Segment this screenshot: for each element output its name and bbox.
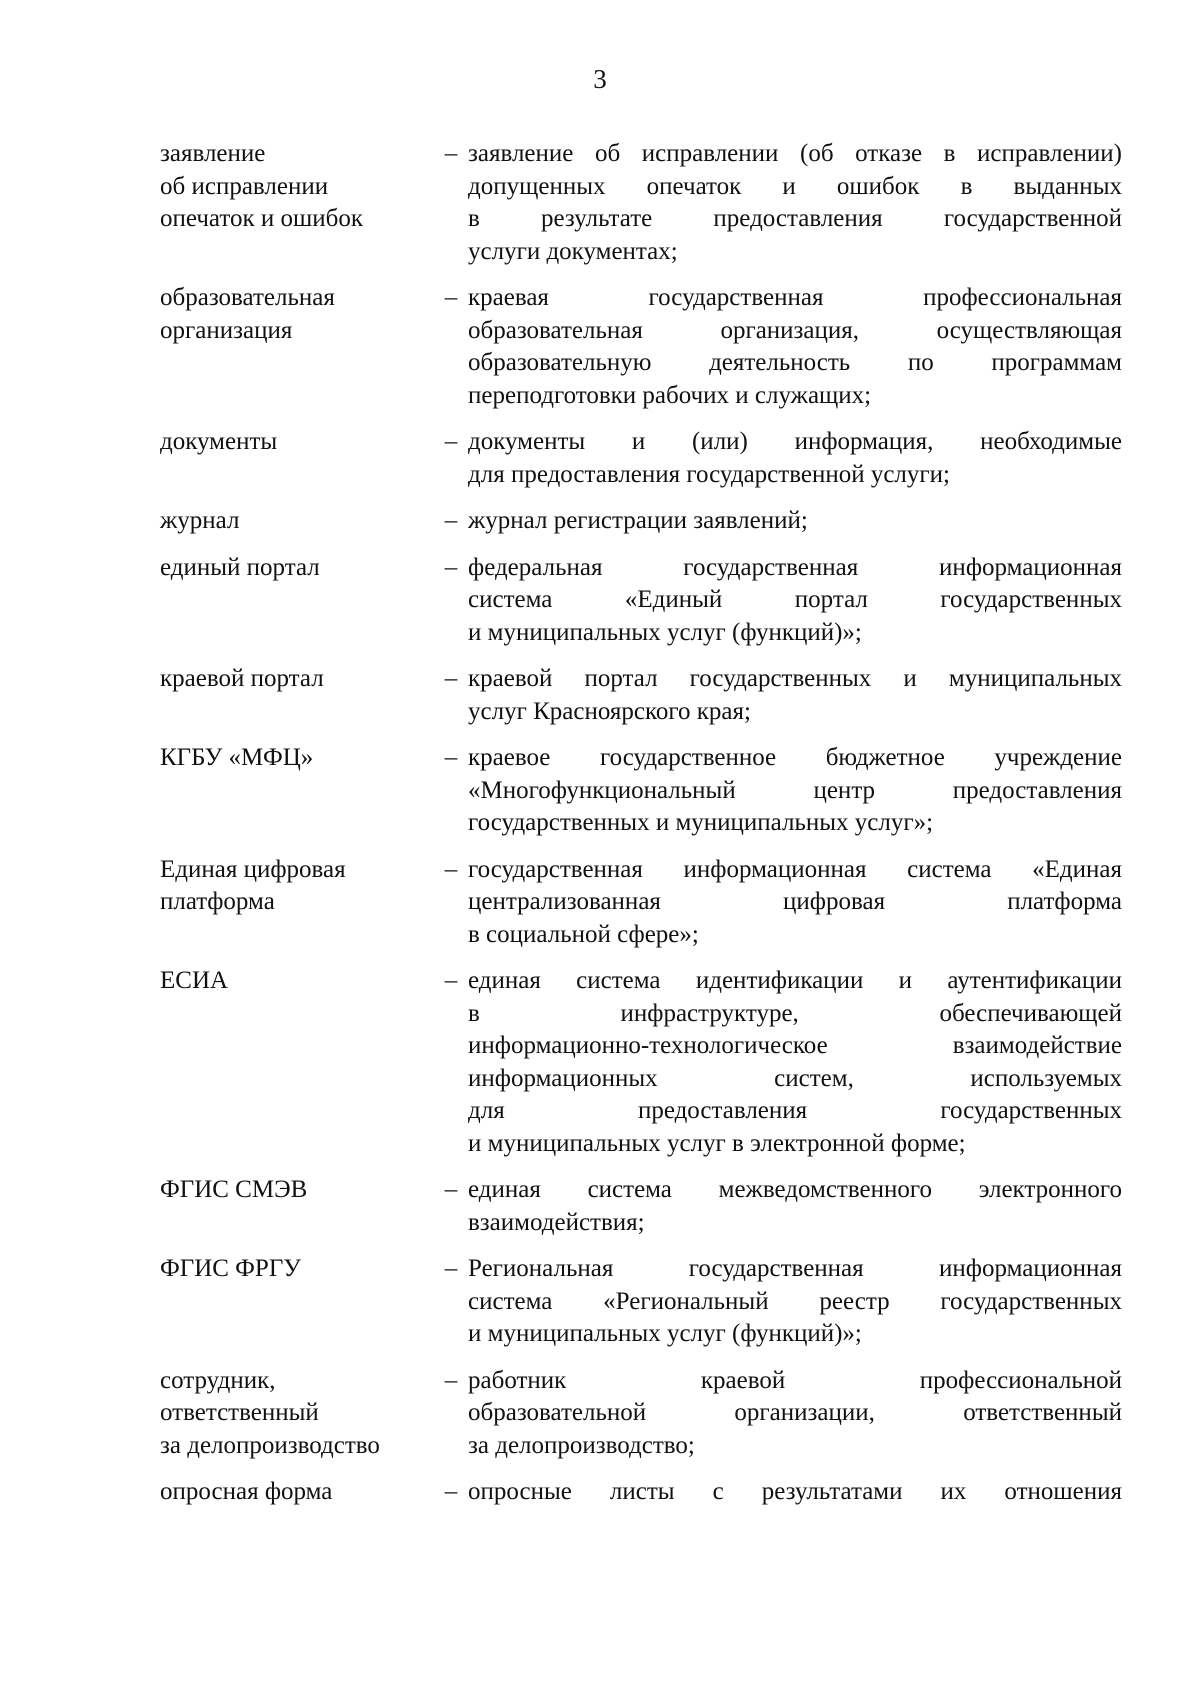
definition-dash: – [444, 1478, 458, 1505]
definition-text [468, 138, 1122, 268]
definition-line: услуг Красноярского края; [468, 697, 751, 725]
term-line: Единая цифровая [160, 855, 346, 883]
term-line: журнал [160, 507, 240, 534]
definition-line: образовательная организация, осуществляющая [468, 316, 1122, 344]
term-line: за делопроизводство [160, 1431, 380, 1459]
term-line: ФГИС ФРГУ [160, 1255, 301, 1282]
definition-line: работник краевой профессиональной [468, 1366, 1122, 1394]
definition-line: краевое государственное бюджетное учреждение [468, 744, 1122, 771]
definition-entry [160, 138, 1122, 268]
definition-line: услуги документах; [468, 237, 678, 265]
definition-text [468, 1365, 1122, 1463]
definition-dash: – [444, 284, 458, 311]
definition-term [160, 1365, 434, 1463]
definition-line: образовательную деятельность по программам [468, 349, 1122, 376]
definition-dash: – [444, 1255, 458, 1282]
definition-dash: – [444, 1176, 458, 1203]
definition-line: образовательной организации, ответственный [468, 1399, 1122, 1426]
definition-term [160, 854, 434, 919]
definition-term [160, 965, 434, 998]
term-line: краевой портал [160, 665, 324, 692]
definition-text [468, 1253, 1122, 1351]
definition-term [160, 552, 434, 585]
term-line: ЕСИА [160, 967, 229, 994]
definition-term [160, 426, 434, 459]
definition-term [160, 505, 434, 538]
definition-term [160, 1476, 434, 1509]
definition-line: заявление об исправлении (об отказе в исправлении) [468, 140, 1122, 167]
definition-dash: – [444, 507, 458, 534]
definition-term [160, 138, 434, 236]
definition-term [160, 1174, 434, 1207]
definition-line: информационно-технологическое взаимодействие [468, 1032, 1122, 1059]
definition-dash: – [444, 553, 458, 581]
term-line: организация [160, 316, 293, 344]
definition-term [160, 1253, 434, 1286]
definition-line: для предоставления государственных [468, 1097, 1122, 1124]
definition-line: централизованная цифровая платформа [468, 888, 1122, 915]
definition-entry [160, 663, 1122, 728]
definition-text [468, 663, 1122, 728]
definition-entry [160, 1476, 1122, 1509]
definition-line: в результате предоставления государственной [468, 205, 1122, 232]
definition-line: для предоставления государственной услуги; [468, 460, 950, 488]
definition-text [468, 1476, 1122, 1509]
definition-line: государственных и муниципальных услуг»; [468, 809, 934, 836]
definition-entry [160, 965, 1122, 1160]
definition-line: система «Единый портал государственных [468, 586, 1122, 613]
definition-line: документы и (или) информация, необходимые [468, 428, 1122, 455]
definition-dash: – [444, 744, 458, 771]
definition-term [160, 663, 434, 696]
definition-entry [160, 505, 1122, 538]
definition-line: в социальной сфере»; [468, 920, 699, 948]
definition-text [468, 742, 1122, 840]
definition-line: государственная информационная система «Единая [468, 855, 1122, 883]
definition-text [468, 552, 1122, 650]
definition-entry [160, 742, 1122, 840]
definition-line: Региональная государственная информационная [468, 1255, 1122, 1282]
definition-dash: – [444, 665, 458, 692]
definition-entry [160, 282, 1122, 412]
definition-entry [160, 1174, 1122, 1239]
definition-text [468, 426, 1122, 491]
definition-line: допущенных опечаток и ошибок в выданных [468, 172, 1122, 200]
definition-line: опросные листы с результатами их отношения [468, 1478, 1122, 1505]
definition-line: единая система межведомственного электронного [468, 1176, 1122, 1203]
definition-line: краевая государственная профессиональная [468, 284, 1122, 311]
definition-line: федеральная государственная информационная [468, 553, 1122, 581]
definition-line: краевой портал государственных и муниципальных [468, 665, 1122, 692]
term-line: ответственный [160, 1399, 319, 1426]
definition-line: единая система идентификации и аутентификации [468, 967, 1122, 994]
term-line: опросная форма [160, 1478, 333, 1505]
definition-line: информационных систем, используемых [468, 1064, 1122, 1092]
definition-dash: – [444, 428, 458, 455]
term-line: ФГИС СМЭВ [160, 1176, 308, 1203]
definition-term [160, 742, 434, 775]
definition-text [468, 505, 1122, 538]
definitions-list [160, 124, 1122, 1509]
term-line: КГБУ «МФЦ» [160, 744, 314, 771]
definition-line: в инфраструктуре, обеспечивающей [468, 999, 1122, 1027]
term-line: заявление [160, 140, 266, 167]
definition-line: переподготовки рабочих и служащих; [468, 381, 872, 409]
definition-line: и муниципальных услуг (функций)»; [468, 1320, 862, 1347]
definition-dash: – [444, 967, 458, 994]
definition-line: за делопроизводство; [468, 1431, 695, 1459]
definition-term [160, 282, 434, 347]
definition-entry [160, 552, 1122, 650]
definition-line: «Многофункциональный центр предоставления [468, 776, 1122, 804]
definition-entry [160, 1253, 1122, 1351]
term-line: платформа [160, 888, 275, 915]
definition-text [468, 282, 1122, 412]
definition-entry [160, 426, 1122, 491]
definition-line: и муниципальных услуг (функций)»; [468, 618, 862, 646]
definition-line: журнал регистрации заявлений; [468, 507, 808, 534]
definition-line: взаимодействия; [468, 1208, 645, 1236]
definition-line: и муниципальных услуг в электронной форме; [468, 1129, 966, 1157]
definition-dash: – [444, 1366, 458, 1394]
definition-text [468, 965, 1122, 1160]
definition-line: система «Региональный реестр государственных [468, 1287, 1122, 1315]
term-line: документы [160, 428, 278, 455]
page-number: 3 [593, 64, 607, 94]
definition-entry [160, 1365, 1122, 1463]
definition-dash: – [444, 140, 458, 167]
term-line: сотрудник, [160, 1366, 276, 1394]
term-line: единый портал [160, 553, 320, 581]
term-line: об исправлении [160, 172, 329, 200]
definition-dash: – [444, 855, 458, 883]
term-line: опечаток и ошибок [160, 205, 363, 232]
definition-text [468, 854, 1122, 952]
definition-text [468, 1174, 1122, 1239]
definition-entry [160, 854, 1122, 952]
term-line: образовательная [160, 284, 335, 311]
